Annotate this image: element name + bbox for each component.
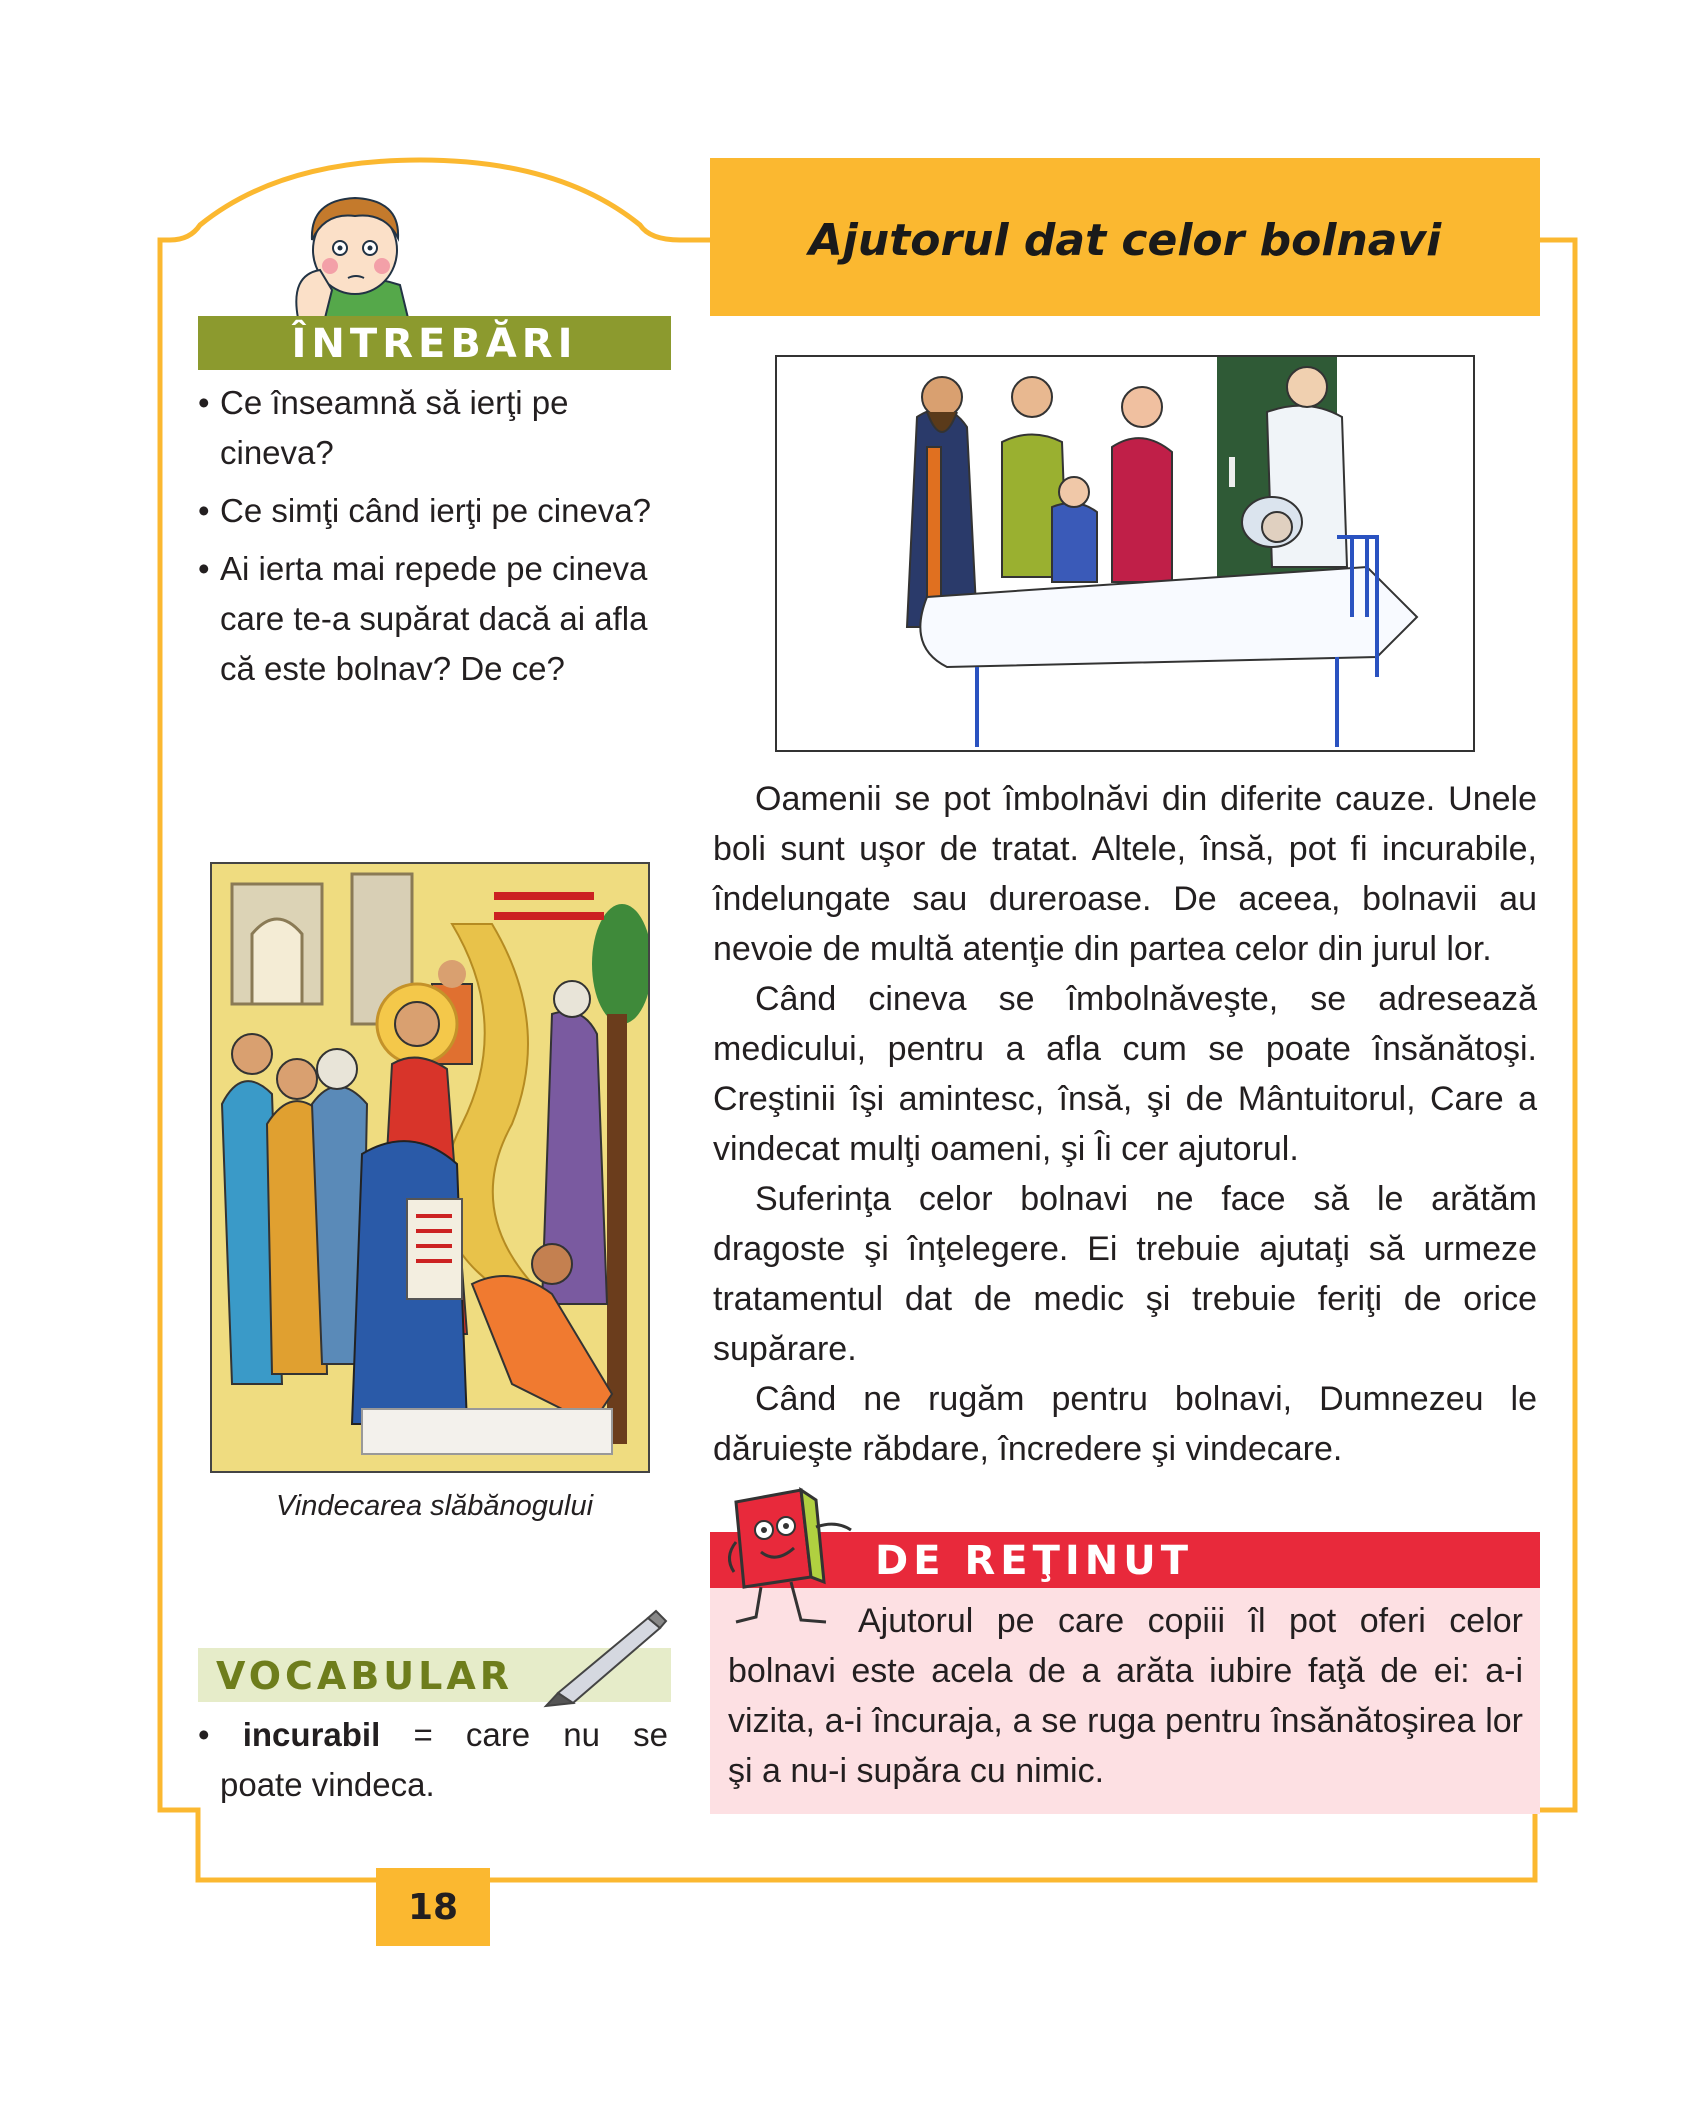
icon-caption: Vindecarea slăbănogului [275,1490,594,1522]
vocabulary-header [198,1648,671,1702]
vocabulary-definition: = care nu se [413,1716,669,1753]
pen-icon [538,1608,668,1708]
questions-title: ÎNTREBĂRI [291,321,578,367]
icon-healing-paralytic-image [210,862,650,1473]
vocabulary-definition-cont: poate vindeca. [220,1766,435,1803]
vocabulary-term: incurabil [242,1716,381,1753]
list-item: • Ce simţi când ierţi pe cineva? [198,486,678,536]
questions-list [198,378,678,702]
lesson-title-bar [710,158,1540,316]
thinking-boy-illustration [290,190,420,318]
remember-text: Ajutorul pe care copiii îl pot oferi celor bolnavi este acela de a arăta iubire faţă de ei: a-i vizita, a-i încuraja, a se ruga pentru însănătoşirea lor şi a nu-i supăra cu nimic. [728,1602,1523,1790]
lesson-paragraph: Oamenii se pot îmbolnăvi din diferite cauze. Unele boli sunt uşor de tratat. Altele, însă, pot fi incurabile, îndelungate sau dureroase. De aceea, bolnavii au nevoie de multă atenţie din partea celor din jurul lor. [713,780,1537,968]
vocabulary-title: VOCABULAR [216,1654,514,1698]
list-item: • Ce înseamnă să ierţi pe cineva? [198,378,678,478]
list-item: • Ai ierta mai repede pe cineva care te-a supărat dacă ai afla că este bolnav? De ce? [198,544,678,694]
hospital-visit-illustration [775,355,1475,752]
lesson-paragraph: Când cineva se îmbolnăveşte, se adresează medicului, pentru a afla cum se poate însănătoşi. Creştinii îşi amintesc, însă, şi de Mântuitorul, Care a vindecat mulţi oameni, şi Îi cer ajutorul. [713,980,1537,1168]
questions-header [198,316,671,370]
lesson-paragraph: Suferinţa celor bolnavi ne face să le arătăm dragoste şi înţelegere. Ei trebuie ajutaţi să urmeze tratamentul dat de medic şi trebuie feriţi de orice supărare. [713,1180,1537,1368]
lesson-body [713,774,1537,1474]
lesson-paragraph: Când ne rugăm pentru bolnavi, Dumnezeu le dăruieşte răbdare, încredere şi vindecare. [713,1380,1537,1468]
lesson-title: Ajutorul dat celor bolnavi [808,215,1442,266]
page-number: 18 [376,1868,490,1946]
remember-title: DE REŢINUT [875,1538,1193,1584]
vocabulary-definition-line: • incurabil = care nu se [198,1716,669,1753]
